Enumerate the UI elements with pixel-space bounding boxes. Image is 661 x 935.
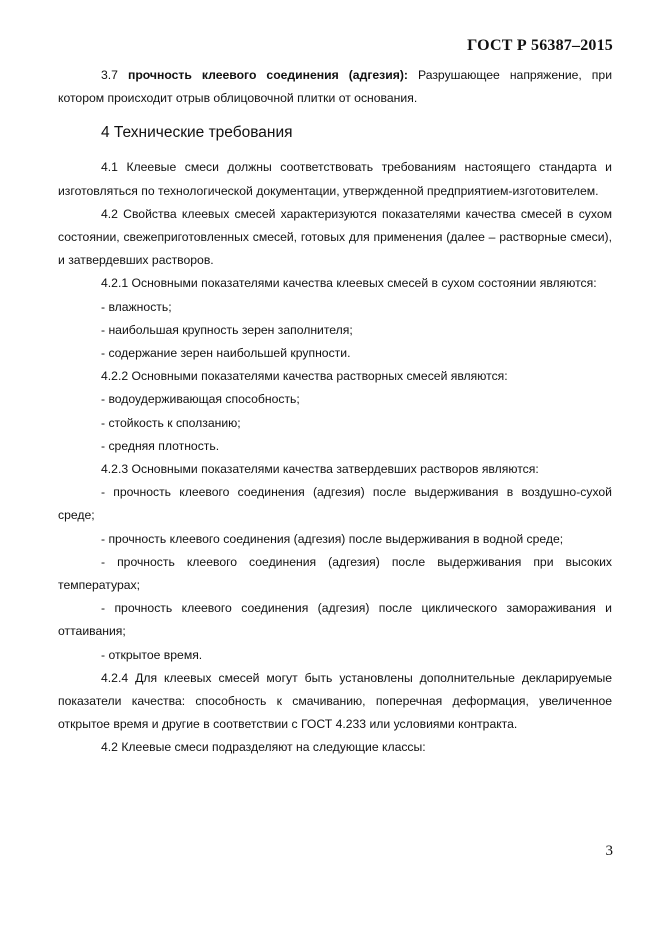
list-item: - влажность; bbox=[101, 299, 172, 314]
list-item: - наибольшая крупность зерен заполнителя; bbox=[101, 322, 353, 337]
paragraph-4-2: 4.2 Свойства клеевых смесей характеризуются показателями качества смесей в сухом состоянии, свежеприготовленных смесей, готовых для применения (далее – растворные смеси), и затвердевших растворов. bbox=[58, 206, 612, 268]
list-item: - прочность клеевого соединения (адгезия) после выдерживания при высоких температурах; bbox=[58, 554, 612, 593]
page-number: 3 bbox=[605, 843, 613, 859]
term-adhesion-strength: прочность клеевого соединения (адгезия): bbox=[127, 68, 408, 82]
paragraph-4-1: 4.1 Клеевые смеси должны соответствовать требованиям настоящего стандарта и изготовляться по технологической документации, утвержденной предприятием-изготовителем. bbox=[58, 160, 612, 198]
term-definition: Разрушающее напряжение, при котором происходит отрыв облицовочной плитки от основания. bbox=[58, 68, 612, 106]
document-code-header: ГОСТ Р 56387–2015 bbox=[467, 37, 613, 54]
paragraph-4-2-3: 4.2.3 Основными показателями качества затвердевших растворов являются: bbox=[101, 462, 539, 477]
document-body bbox=[58, 64, 612, 760]
list-item: - средняя плотность. bbox=[101, 438, 220, 453]
paragraph-4-2-4: 4.2.4 Для клеевых смесей могут быть установлены дополнительные декларируемые показатели качества: способность к смачиванию, поперечная деформация, увеличенное открытое время и другие в соответствии с ГОСТ 4.233 или условиями контракта. bbox=[58, 670, 612, 732]
list-item: - открытое время. bbox=[101, 647, 203, 662]
clause-3-7 bbox=[58, 64, 612, 110]
list-item: - прочность клеевого соединения (адгезия) после выдерживания в воздушно-сухой среде; bbox=[58, 485, 612, 523]
paragraph-4-2-1: 4.2.1 Основными показателями качества клеевых смесей в сухом состоянии являются: bbox=[101, 276, 597, 291]
clause-number: 3.7 bbox=[101, 68, 118, 82]
list-item: - содержание зерен наибольшей крупности. bbox=[101, 346, 351, 361]
list-item: - прочность клеевого соединения (адгезия) после выдерживания в водной среде; bbox=[101, 531, 564, 546]
paragraph-4-2-2: 4.2.2 Основными показателями качества растворных смесей являются: bbox=[101, 369, 508, 384]
paragraph-4-2-classes: 4.2 Клеевые смеси подразделяют на следующие классы: bbox=[101, 740, 426, 755]
list-item: - водоудерживающая способность; bbox=[101, 392, 300, 407]
section-heading: 4 Технические требования bbox=[101, 124, 293, 142]
list-item: - прочность клеевого соединения (адгезия) после циклического замораживания и оттаивания; bbox=[58, 601, 612, 639]
list-item: - стойкость к сползанию; bbox=[101, 415, 241, 430]
